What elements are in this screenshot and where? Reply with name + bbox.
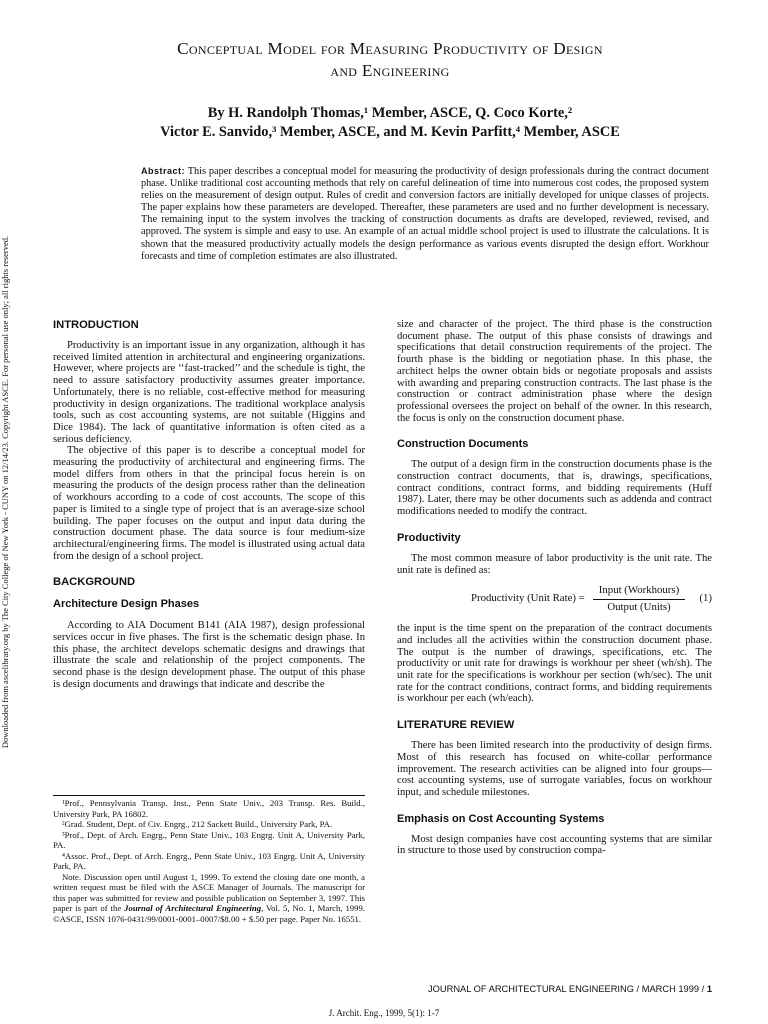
download-notice-text: Downloaded from ascelibrary.org by The City College of New York - CUNY on 12/14/23. Copyright ASCE. For personal use only; all rights reserved. <box>0 235 10 749</box>
cost-accounting-heading: Emphasis on Cost Accounting Systems <box>397 812 605 825</box>
introduction-paragraph-1: Productivity is an important issue in any organization, although it has received limited attention in architectural and engineering organizations. However, where projects are ‘‘fast-tracked’’ and the schedule is tight, the need to assure satisfactory productivity assumes greater importance. Unfortunately, there is no reliable, cost-effective method for measuring productivity in design organizations. The traditional workplace analysis tools, such as cost accounting systems, are not suitable (Higgins and Dice 1984). The lack of quantitative information is often cited as a serious deficiency. <box>53 340 365 445</box>
publication-note-start: Note. Discussion open until August 1, 1999. To extend the closing date one month, a written request must be filed with the ASCE Manager of Journals. The manuscript for this paper was submitted for review and possible publication on September 3, 1997. This paper is part of the <box>53 871 365 913</box>
architecture-design-phases-heading: Architecture Design Phases <box>53 598 200 611</box>
abstract-label: Abstract: <box>141 166 186 176</box>
equation-label: Productivity (Unit Rate) = <box>471 592 585 605</box>
authors <box>70 104 710 142</box>
architecture-paragraph-1: According to AIA Document B141 (AIA 1987), design professional services occur in five phases. The first is the schematic design phase. In this phase, the architect develops schematic designs and drawings that illustrate the scale and relationship of the project components. The second phase is the design development phase. The output of this phase is design documents and drawings that indicate and describe the <box>53 620 365 690</box>
footnote-3: ³Prof., Dept. of Arch. Engrg., Penn State Univ., 103 Engrg. Unit A, University Park, PA. <box>53 829 365 850</box>
fraction-line <box>593 599 685 600</box>
productivity-equation <box>397 584 712 619</box>
footnote-1: ¹Prof., Pennsylvania Transp. Inst., Penn State Univ., 203 Transp. Res. Build., University Park, PA 16802. <box>53 798 365 819</box>
journal-footer-text: JOURNAL OF ARCHITECTURAL ENGINEERING / MARCH 1999 / <box>428 984 705 994</box>
background-heading: BACKGROUND <box>53 576 136 589</box>
equation-denominator: Output (Units) <box>607 600 671 613</box>
journal-name: Journal of Architectural Engineering <box>124 903 262 913</box>
title-line-1: Conceptual Model for Measuring Productivity of Design <box>177 39 603 58</box>
paper-title <box>70 38 710 82</box>
introduction-heading: INTRODUCTION <box>53 319 139 331</box>
productivity-paragraph-2: the input is the time spent on the preparation of the contract documents and includes all the activities within the construction document phase. The output is the number of drawings, specifications, etc. The productivity or unit rate for drawings is workhour per sheet (wh/sh). The unit rate for the specifications is workhour per section (wh/sec). The unit rate for the contract conditions, contract forms, and bidding requirements is workhour per each (wh/each). <box>397 623 712 705</box>
equation-fraction <box>593 585 685 613</box>
abstract <box>141 165 709 263</box>
abstract-text: This paper describes a conceptual model for measuring the productivity of design professionals during the contract document phase. Unlike traditional cost accounting methods that rely on careful delineation of time into numerous cost codes, the proposed system relies on the measurement of design output. Rules of credit and conversion factors are initially developed for unique classes of projects. The paper explains how these parameters are developed. Thereafter, these parameters are used and no further development is necessary. The remaining input to the system involves the tracking of construction documents as drafts are developed, reviewed, revised, and approved. The system is simple and easy to use. An example of an actual middle school project is used to illustrate the calculations. It is shown that the measured productivity actually models the design performance as various events disrupted the design effort. Workhour forecasts and time of completion estimates are also illustrated. <box>141 166 709 262</box>
footnote-2: ²Grad. Student, Dept. of Civ. Engrg., 212 Sackett Build., University Park, PA. <box>62 819 333 829</box>
citation: J. Archit. Eng., 1999, 5(1): 1-7 <box>328 1008 440 1018</box>
cost-accounting-paragraph: Most design companies have cost accounting systems that are similar in structure to those used by construction compa- <box>397 833 712 857</box>
title-line-2: and Engineering <box>330 61 450 80</box>
construction-documents-paragraph: The output of a design firm in the construction documents phase is the construction contract documents, that is, drawings, specifications, contract conditions, contract forms, and bidding requirements (Huff 1987). Later, there may be other documents such as addenda and contract modifications needed to modify the contract. <box>397 459 712 518</box>
authors-line-1: By H. Randolph Thomas,¹ Member, ASCE, Q. Coco Korte,² <box>207 105 573 121</box>
download-notice <box>0 185 13 800</box>
construction-documents-heading: Construction Documents <box>397 438 529 451</box>
page-number: 1 <box>706 984 712 994</box>
productivity-paragraph-1: The most common measure of labor productivity is the unit rate. The unit rate is defined as: <box>397 552 712 576</box>
equation-number: (1) <box>699 592 712 605</box>
footnotes <box>53 795 365 924</box>
architecture-paragraph-continuation: size and character of the project. The third phase is the construction document phase. The output of this phase consists of drawings and specifications that detail construction requirements of the project. The fourth phase is the bidding or negotiation phase. In this phase, the architect helps the owner obtain bids or negotiate proposals and assists with awarding and preparing construction contracts. The last phase is the construction or contract administration phase where the design professional oversees the project on behalf of the owner. In this research, the focus is only on the construction document phase. <box>397 319 712 424</box>
publication-note <box>53 872 365 925</box>
footnote-4: ⁴Assoc. Prof., Dept. of Arch. Engrg., Penn State Univ., 103 Engrg. Unit A, University Park, PA. <box>53 850 365 871</box>
equation-numerator: Input (Workhours) <box>598 584 680 597</box>
publication-note-end: , Vol. 5, No. 1, March, 1999. ©ASCE, ISSN 1076-0431/99/0001-0001–0007/$8.00 + $.50 per page. Paper No. 16551. <box>53 903 366 924</box>
literature-review-paragraph: There has been limited research into the productivity of design firms. Most of this research has focused on white-collar performance improvement. The research activities can be aligned into four groups—cost accounting systems, use of surrogate variables, focus on workhour input, and schedule milestones. <box>397 740 712 798</box>
literature-review-heading: LITERATURE REVIEW <box>397 719 515 732</box>
authors-line-2: Victor E. Sanvido,³ Member, ASCE, and M. Kevin Parfitt,⁴ Member, ASCE <box>160 124 620 140</box>
introduction-paragraph-2: The objective of this paper is to describe a conceptual model for measuring the productivity of architectural and engineering firms. The model differs from others in that the principal focus herein is on measuring the products of the design process rather than the delineation of workhours according to a code of cost accounts. The scope of this paper is limited to a single type of project that is an average-size school building. The paper focuses on the output and input data during the construction document phase. The data source is four medium-size architectural/engineering firms. The model is illustrated using actual data from the design of a school project. <box>53 445 365 562</box>
left-column <box>53 318 365 691</box>
journal-footer <box>404 984 712 994</box>
right-column <box>397 319 712 857</box>
productivity-heading: Productivity <box>397 531 461 544</box>
